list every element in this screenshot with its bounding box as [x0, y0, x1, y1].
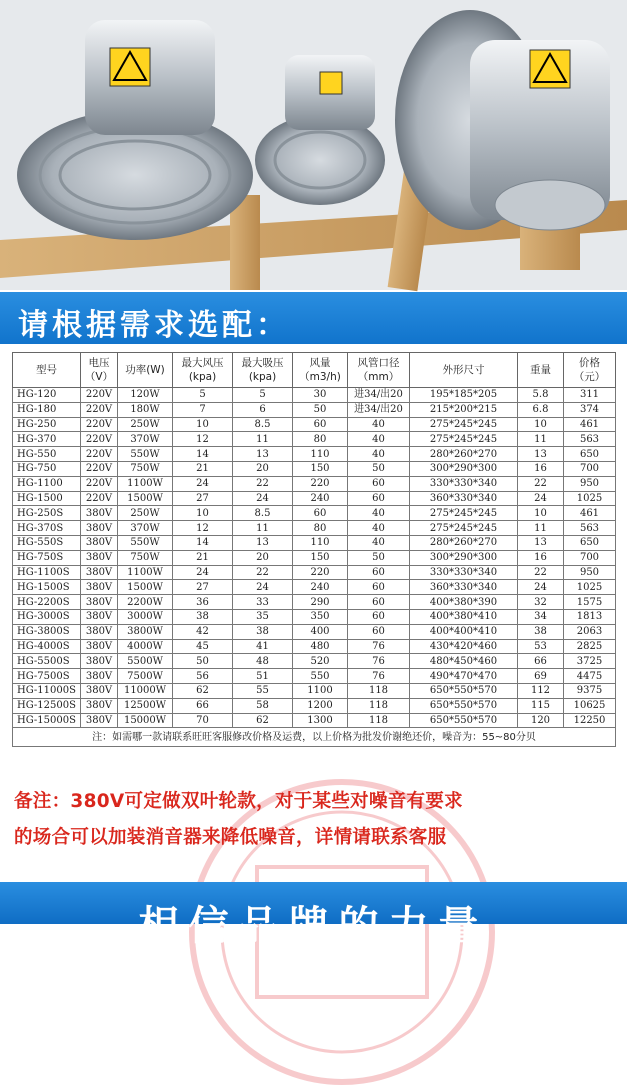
banner-title: 请根据需求选配： [18, 308, 290, 343]
table-cell: 650*550*570 [410, 698, 518, 713]
table-cell: 275*245*245 [410, 521, 518, 536]
table-cell: 9375 [564, 683, 616, 698]
table-cell: 60 [348, 595, 410, 610]
table-cell: 1100 [293, 683, 348, 698]
table-cell: 2063 [564, 624, 616, 639]
table-cell: 650*550*570 [410, 713, 518, 728]
column-header-line2: （m3/h) [299, 371, 341, 383]
table-cell: 40 [348, 535, 410, 550]
table-cell: 70 [173, 713, 233, 728]
table-cell: 220V [81, 476, 118, 491]
table-cell: 51 [233, 669, 293, 684]
table-cell: 20 [233, 550, 293, 565]
table-cell: 60 [348, 491, 410, 506]
table-cell: 1813 [564, 609, 616, 624]
table-cell: 290 [293, 595, 348, 610]
table-cell: 350 [293, 609, 348, 624]
table-cell: 41 [233, 639, 293, 654]
table-cell: 3800W [118, 624, 173, 639]
column-header [118, 353, 173, 388]
table-cell: 550 [293, 669, 348, 684]
table-cell: HG-11000S [13, 683, 81, 698]
table-cell: 16 [518, 550, 564, 565]
table-cell: 950 [564, 565, 616, 580]
table-cell: 220V [81, 402, 118, 417]
table-cell: 22 [518, 476, 564, 491]
table-cell: 300*290*300 [410, 461, 518, 476]
table-cell: 60 [348, 565, 410, 580]
table-cell: 700 [564, 550, 616, 565]
table-cell: 60 [348, 476, 410, 491]
table-cell: 360*330*340 [410, 491, 518, 506]
table-cell: 80 [293, 521, 348, 536]
table-cell: 66 [173, 698, 233, 713]
table-body [13, 388, 616, 747]
table-cell: 380V [81, 713, 118, 728]
column-header [348, 353, 410, 388]
table-cell: 66 [518, 654, 564, 669]
table-cell: 进34/出20 [348, 388, 410, 403]
table-cell: 220V [81, 388, 118, 403]
table-cell: HG-750 [13, 461, 81, 476]
table-cell: 30 [293, 388, 348, 403]
table-cell: 50 [348, 461, 410, 476]
table-cell: 118 [348, 683, 410, 698]
table-cell: 24 [173, 565, 233, 580]
table-cell: 461 [564, 417, 616, 432]
table-row [13, 580, 616, 595]
table-cell: 220V [81, 461, 118, 476]
table-cell: 21 [173, 461, 233, 476]
table-cell: 35 [233, 609, 293, 624]
table-cell: HG-7500S [13, 669, 81, 684]
table-row [13, 402, 616, 417]
table-cell: 60 [293, 506, 348, 521]
column-header-line1: 型号 [36, 364, 57, 376]
table-cell: HG-750S [13, 550, 81, 565]
table-row [13, 713, 616, 728]
column-header-line1: 电压 [88, 357, 110, 369]
column-header-line1: 价格 [579, 357, 600, 369]
table-cell: 950 [564, 476, 616, 491]
table-row [13, 535, 616, 550]
table-cell: 27 [173, 491, 233, 506]
table-row [13, 595, 616, 610]
table-cell: 380V [81, 669, 118, 684]
table-row [13, 639, 616, 654]
table-cell: 14 [173, 447, 233, 462]
table-note: 注：如需哪一款请联系旺旺客服修改价格及运费，以上价格为批发价谢绝还价，噪音为：55~80分贝 [13, 728, 616, 747]
table-cell: 24 [233, 491, 293, 506]
table-cell: 550W [118, 535, 173, 550]
table-cell: 195*185*205 [410, 388, 518, 403]
table-cell: 1100W [118, 565, 173, 580]
table-cell: 3000W [118, 609, 173, 624]
table-cell: HG-120 [13, 388, 81, 403]
table-row [13, 565, 616, 580]
table-cell: HG-2200S [13, 595, 81, 610]
table-cell: 118 [348, 713, 410, 728]
table-cell: 380V [81, 698, 118, 713]
table-cell: 115 [518, 698, 564, 713]
table-cell: 13 [518, 535, 564, 550]
table-row [13, 432, 616, 447]
table-cell: 60 [348, 609, 410, 624]
table-cell: 22 [518, 565, 564, 580]
table-cell: 300*290*300 [410, 550, 518, 565]
product-photo [0, 0, 627, 290]
table-cell: 21 [173, 550, 233, 565]
table-cell: HG-12500S [13, 698, 81, 713]
remark-label: 备注： [14, 791, 71, 812]
remark-line-2: 的场合可以加装消音器来降低噪音，详情请联系客服 [14, 827, 447, 848]
table-cell: 240 [293, 580, 348, 595]
table-cell: 1025 [564, 491, 616, 506]
brand-banner-title: 相信品牌的力量 [138, 903, 489, 949]
table-cell: 11000W [118, 683, 173, 698]
table-cell: HG-250 [13, 417, 81, 432]
table-cell: 10 [518, 506, 564, 521]
table-cell: 10 [173, 506, 233, 521]
table-cell: 400*380*390 [410, 595, 518, 610]
table-cell: 11 [233, 432, 293, 447]
table-cell: 380V [81, 609, 118, 624]
table-row [13, 550, 616, 565]
column-header [173, 353, 233, 388]
table-cell: 38 [233, 624, 293, 639]
table-cell: 380V [81, 521, 118, 536]
table-cell: 220 [293, 476, 348, 491]
table-cell: 330*330*340 [410, 476, 518, 491]
table-cell: HG-250S [13, 506, 81, 521]
table-cell: HG-550 [13, 447, 81, 462]
table-cell: 2825 [564, 639, 616, 654]
table-cell: 520 [293, 654, 348, 669]
table-cell: 13 [233, 535, 293, 550]
column-header-line1: 风量 [309, 357, 331, 369]
table-cell: 11 [518, 521, 564, 536]
table-cell: 7 [173, 402, 233, 417]
table-cell: 13 [518, 447, 564, 462]
table-cell: 490*470*470 [410, 669, 518, 684]
table-cell: 50 [348, 550, 410, 565]
table-cell: HG-4000S [13, 639, 81, 654]
table-cell: 7500W [118, 669, 173, 684]
table-cell: 62 [173, 683, 233, 698]
column-header [13, 353, 81, 388]
table-cell: 60 [293, 417, 348, 432]
table-cell: 1500W [118, 491, 173, 506]
table-cell: 33 [233, 595, 293, 610]
remark-line-1: 380V可定做双叶轮款，对于某些对噪音有要求 [70, 791, 463, 812]
table-cell: 40 [348, 417, 410, 432]
table-cell: 280*260*270 [410, 535, 518, 550]
table-cell: HG-1500S [13, 580, 81, 595]
table-row [13, 521, 616, 536]
table-cell: HG-3000S [13, 609, 81, 624]
table-cell: 60 [348, 580, 410, 595]
table-cell: 275*245*245 [410, 432, 518, 447]
column-header-line1: 风管口径 [357, 357, 400, 369]
table-cell: 311 [564, 388, 616, 403]
table-cell: 5500W [118, 654, 173, 669]
column-header-line1: 外形尺寸 [442, 364, 485, 376]
table-cell: HG-550S [13, 535, 81, 550]
table-cell: 6.8 [518, 402, 564, 417]
column-header [564, 353, 616, 388]
table-cell: 5.8 [518, 388, 564, 403]
table-cell: 1300 [293, 713, 348, 728]
table-row [13, 624, 616, 639]
table-cell: 32 [518, 595, 564, 610]
column-header [81, 353, 118, 388]
remark-block [14, 784, 619, 856]
table-cell: 110 [293, 535, 348, 550]
table-cell: 5 [233, 388, 293, 403]
table-cell: 650 [564, 447, 616, 462]
table-cell: 380V [81, 506, 118, 521]
table-cell: 69 [518, 669, 564, 684]
table-cell: 24 [233, 580, 293, 595]
table-cell: 550W [118, 447, 173, 462]
table-row [13, 476, 616, 491]
table-cell: 150 [293, 461, 348, 476]
table-row [13, 461, 616, 476]
table-cell: 110 [293, 447, 348, 462]
table-cell: 55 [233, 683, 293, 698]
table-cell: 220V [81, 432, 118, 447]
table-cell: 1575 [564, 595, 616, 610]
table-note-row [13, 728, 616, 747]
table-cell: 374 [564, 402, 616, 417]
table-cell: 进34/出20 [348, 402, 410, 417]
table-cell: 13 [233, 447, 293, 462]
table-cell: 380V [81, 595, 118, 610]
table-row [13, 698, 616, 713]
table-cell: 76 [348, 654, 410, 669]
table-cell: 10 [518, 417, 564, 432]
table-cell: 1200 [293, 698, 348, 713]
table-cell: 250W [118, 506, 173, 521]
table-cell: 118 [348, 698, 410, 713]
table-cell: 3725 [564, 654, 616, 669]
table-cell: 8.5 [233, 417, 293, 432]
table-cell: 1100W [118, 476, 173, 491]
table-cell: 120 [518, 713, 564, 728]
table-cell: 330*330*340 [410, 565, 518, 580]
table-cell: 11 [233, 521, 293, 536]
table-cell: 62 [233, 713, 293, 728]
table-cell: 380V [81, 580, 118, 595]
table-cell: 430*420*460 [410, 639, 518, 654]
table-cell: 38 [518, 624, 564, 639]
table-cell: 4000W [118, 639, 173, 654]
table-cell: 50 [293, 402, 348, 417]
table-row [13, 669, 616, 684]
column-header-line2: （V） [84, 371, 114, 383]
table-cell: 220V [81, 447, 118, 462]
table-cell: HG-1500 [13, 491, 81, 506]
table-cell: HG-15000S [13, 713, 81, 728]
table-cell: 280*260*270 [410, 447, 518, 462]
table-cell: 563 [564, 432, 616, 447]
table-cell: 60 [348, 624, 410, 639]
table-cell: 1025 [564, 580, 616, 595]
table-cell: HG-1100 [13, 476, 81, 491]
table-cell: 240 [293, 491, 348, 506]
table-cell: 45 [173, 639, 233, 654]
column-header [518, 353, 564, 388]
table-cell: 10625 [564, 698, 616, 713]
table-cell: 40 [348, 432, 410, 447]
table-cell: 12 [173, 432, 233, 447]
table-cell: HG-370 [13, 432, 81, 447]
selection-banner [0, 292, 627, 344]
column-header-line2: （元） [573, 371, 606, 383]
table-cell: 650 [564, 535, 616, 550]
table-cell: 15000W [118, 713, 173, 728]
table-header-row [13, 353, 616, 388]
table-cell: 76 [348, 669, 410, 684]
blower-illustration [0, 0, 627, 290]
table-cell: 400*400*410 [410, 624, 518, 639]
table-cell: 380V [81, 683, 118, 698]
table-cell: 6 [233, 402, 293, 417]
table-cell: 250W [118, 417, 173, 432]
table-cell: 380V [81, 654, 118, 669]
table-cell: 50 [173, 654, 233, 669]
table-cell: 220 [293, 565, 348, 580]
table-cell: 24 [518, 580, 564, 595]
table-cell: 11 [518, 432, 564, 447]
table-cell: 4475 [564, 669, 616, 684]
table-cell: 38 [173, 609, 233, 624]
table-row [13, 491, 616, 506]
table-cell: 480 [293, 639, 348, 654]
table-cell: HG-370S [13, 521, 81, 536]
table-cell: 380V [81, 550, 118, 565]
spec-table [12, 352, 616, 747]
table-row [13, 683, 616, 698]
table-cell: HG-3800S [13, 624, 81, 639]
table-cell: 380V [81, 535, 118, 550]
table-cell: 380V [81, 639, 118, 654]
column-header-line2: (kpa) [248, 371, 277, 383]
table-cell: 12 [173, 521, 233, 536]
table-cell: 12500W [118, 698, 173, 713]
brand-banner [0, 882, 627, 949]
table-cell: 53 [518, 639, 564, 654]
table-cell: 750W [118, 550, 173, 565]
table-cell: 112 [518, 683, 564, 698]
table-cell: 22 [233, 565, 293, 580]
table-cell: 24 [173, 476, 233, 491]
table-cell: HG-1100S [13, 565, 81, 580]
table-cell: 650*550*570 [410, 683, 518, 698]
table-row [13, 447, 616, 462]
table-cell: 42 [173, 624, 233, 639]
table-row [13, 654, 616, 669]
table-cell: 220V [81, 417, 118, 432]
table-cell: 5 [173, 388, 233, 403]
table-cell: 14 [173, 535, 233, 550]
table-cell: 380V [81, 624, 118, 639]
column-header-line1: 重量 [530, 364, 551, 376]
table-row [13, 506, 616, 521]
table-cell: 275*245*245 [410, 417, 518, 432]
column-header-line2: (kpa) [188, 371, 217, 383]
table-cell: 8.5 [233, 506, 293, 521]
table-cell: 40 [348, 521, 410, 536]
table-cell: 275*245*245 [410, 506, 518, 521]
table-cell: 34 [518, 609, 564, 624]
table-cell: 220V [81, 491, 118, 506]
table-cell: 76 [348, 639, 410, 654]
table-cell: 370W [118, 521, 173, 536]
table-cell: 10 [173, 417, 233, 432]
table-cell: 20 [233, 461, 293, 476]
table-cell: 215*200*215 [410, 402, 518, 417]
table-cell: 56 [173, 669, 233, 684]
table-cell: 370W [118, 432, 173, 447]
table-cell: 48 [233, 654, 293, 669]
column-header-line1: 最大吸压 [241, 357, 284, 369]
table-cell: 27 [173, 580, 233, 595]
table-cell: 563 [564, 521, 616, 536]
table-cell: 22 [233, 476, 293, 491]
table-cell: 16 [518, 461, 564, 476]
table-cell: 40 [348, 447, 410, 462]
table-cell: 80 [293, 432, 348, 447]
table-cell: 461 [564, 506, 616, 521]
table-row [13, 417, 616, 432]
table-cell: 180W [118, 402, 173, 417]
table-cell: 360*330*340 [410, 580, 518, 595]
column-header [410, 353, 518, 388]
table-cell: HG-180 [13, 402, 81, 417]
column-header-line1: 功率(W) [125, 364, 165, 376]
table-cell: 150 [293, 550, 348, 565]
table-cell: 380V [81, 565, 118, 580]
table-cell: 700 [564, 461, 616, 476]
table-cell: 24 [518, 491, 564, 506]
column-header-line1: 最大风压 [181, 357, 224, 369]
table-cell: 58 [233, 698, 293, 713]
table-cell: 2200W [118, 595, 173, 610]
table-row [13, 388, 616, 403]
table-cell: 40 [348, 506, 410, 521]
spec-table-wrapper [12, 352, 615, 747]
table-cell: 12250 [564, 713, 616, 728]
table-cell: 400*380*410 [410, 609, 518, 624]
column-header [293, 353, 348, 388]
table-row [13, 609, 616, 624]
column-header-line2: （mm） [357, 371, 400, 383]
table-cell: HG-5500S [13, 654, 81, 669]
table-cell: 750W [118, 461, 173, 476]
table-cell: 1500W [118, 580, 173, 595]
column-header [233, 353, 293, 388]
table-cell: 36 [173, 595, 233, 610]
table-cell: 400 [293, 624, 348, 639]
table-cell: 120W [118, 388, 173, 403]
table-cell: 480*450*460 [410, 654, 518, 669]
